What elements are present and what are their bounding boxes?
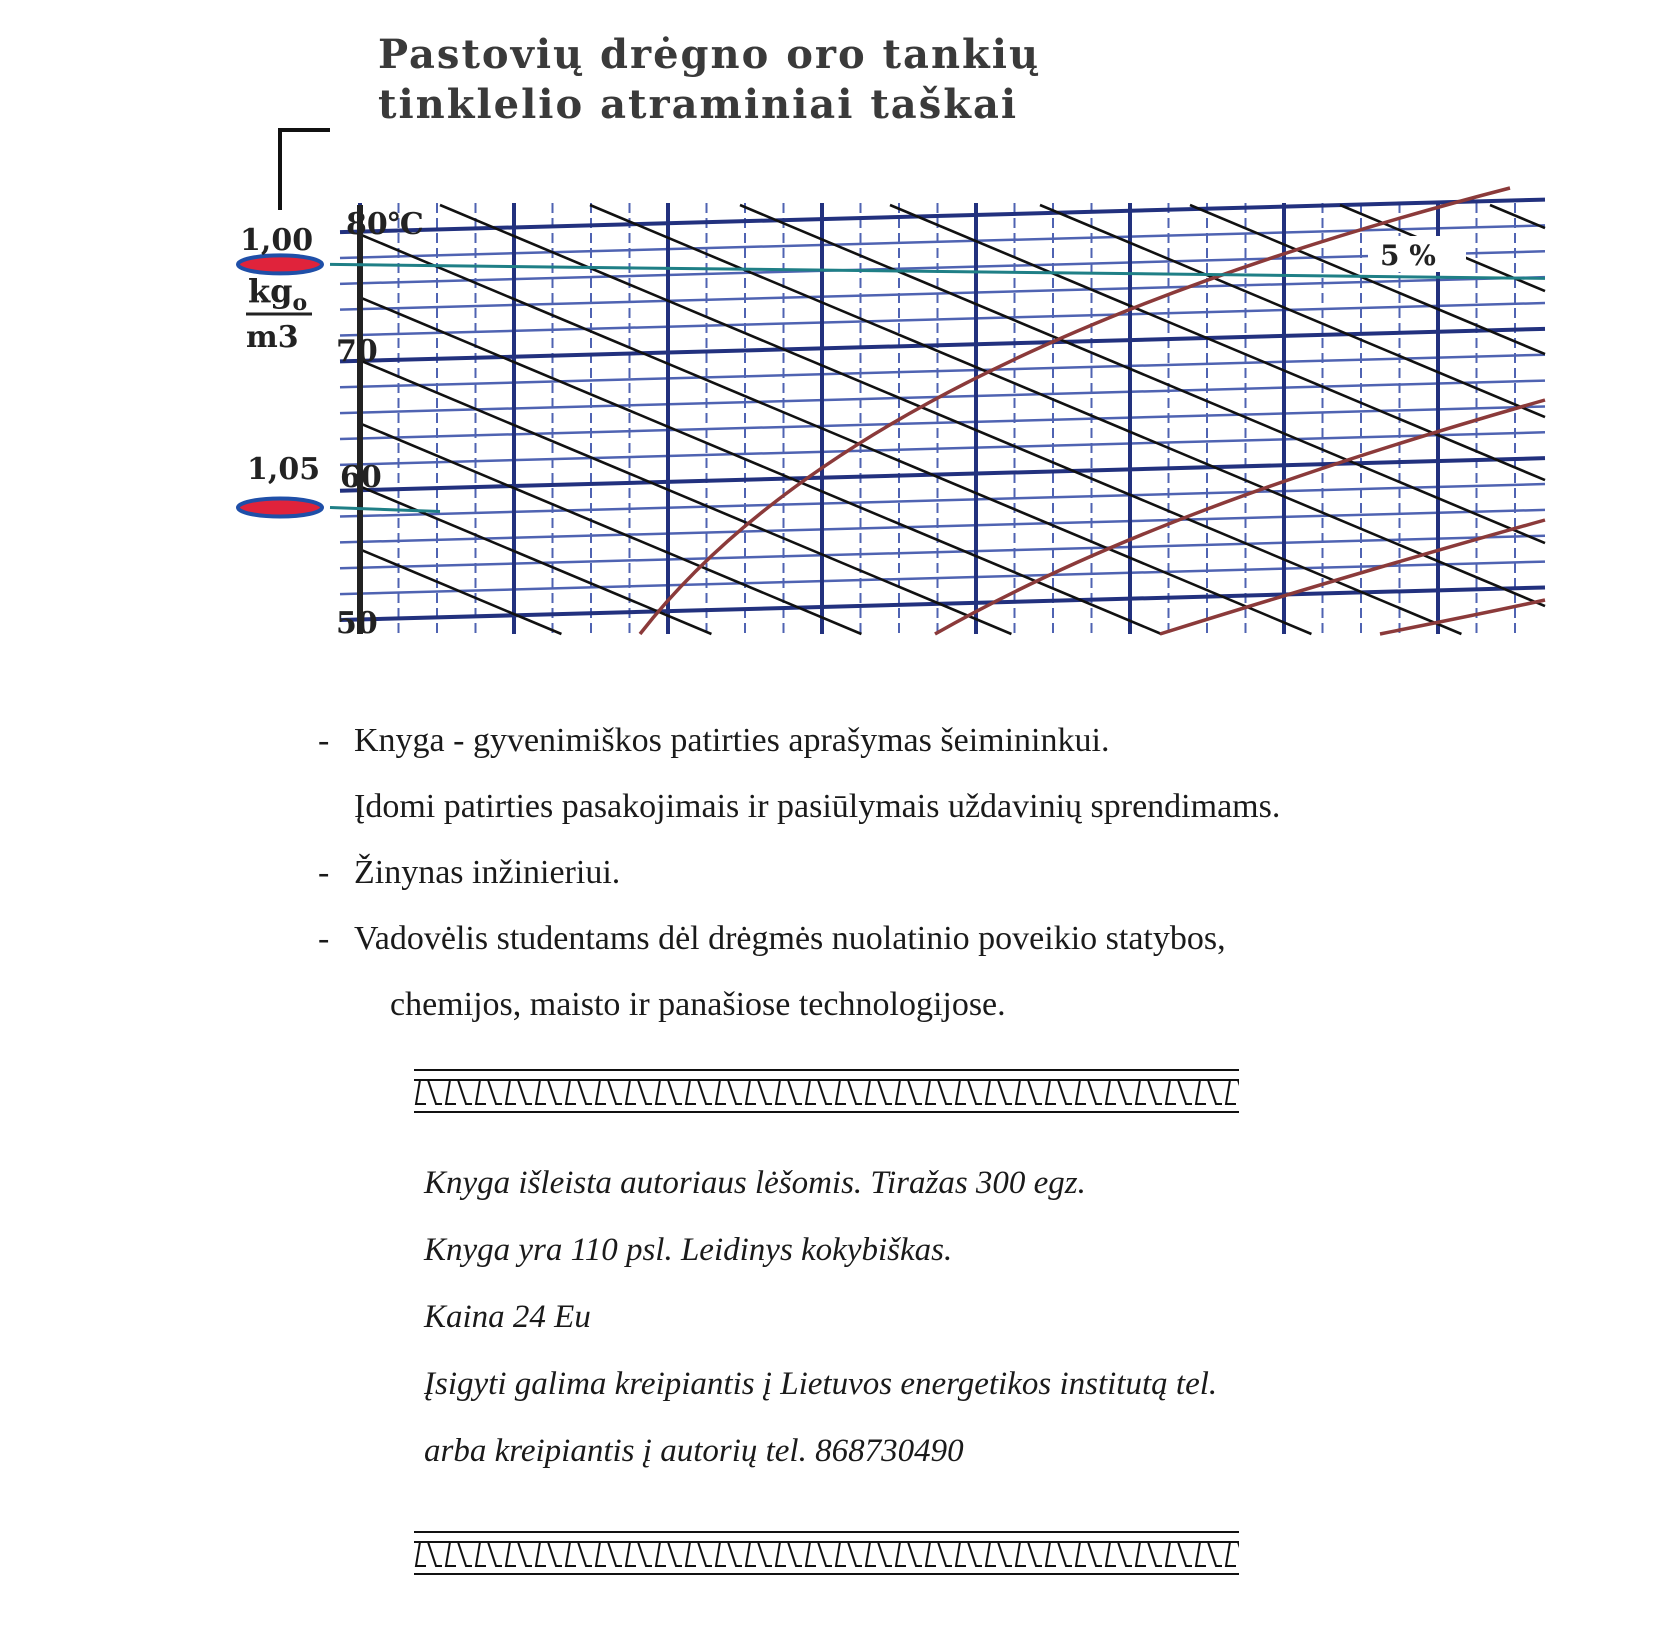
list-dash: - [318, 722, 330, 759]
info-line-pages: Knyga yra 110 psl. Leidinys kokybiškas. [424, 1232, 953, 1268]
isotherm-line [340, 406, 1545, 439]
density-marker-100 [238, 255, 322, 273]
chart-title-line-2: tinklelio atraminiai taškai [378, 81, 1019, 128]
density-diagonal [1490, 205, 1545, 228]
unit-subscript: o [292, 290, 308, 316]
info-line-price: Kaina 24 Eu [424, 1299, 591, 1335]
list-text: Įdomi patirties pasakojimais ir pasiūlymais uždavinių sprendimams. [354, 788, 1281, 825]
humidity-curve [1380, 600, 1545, 634]
density-diagonal [360, 423, 861, 634]
isotherm-line [340, 510, 1545, 543]
temperature-label-80: 80℃ [346, 207, 424, 242]
isotherm-line [340, 277, 1545, 310]
isotherm-line [340, 536, 1545, 569]
list-text: Žinynas inžinieriui. [354, 854, 621, 891]
isotherm-line [340, 355, 1545, 388]
curve-label-5-percent: 5 % [1380, 239, 1436, 272]
feature-list [318, 708, 1518, 1038]
density-label-100: 1,00 [240, 223, 314, 258]
list-text: Vadovėlis studentams dėl drėgmės nuolatinio poveikio statybos, [354, 920, 1226, 957]
isotherm-line [340, 329, 1545, 362]
psychrometric-chart [0, 120, 1653, 640]
list-item [318, 774, 1518, 840]
list-item [318, 840, 1518, 906]
isotherm-line [340, 484, 1545, 517]
temperature-label-60: 60 [340, 460, 382, 495]
list-dash: - [318, 854, 330, 891]
list-dash [318, 774, 354, 840]
list-text: Knyga - gyvenimiškos patirties aprašymas šeimininkui. [354, 722, 1110, 759]
density-diagonal [440, 205, 1461, 634]
isotherm-line [340, 303, 1545, 336]
humidity-curve [1160, 520, 1545, 634]
list-item [318, 972, 1518, 1038]
list-dash [318, 972, 354, 1038]
unit-denominator: m3 [246, 320, 299, 355]
list-dash: - [318, 920, 330, 957]
list-text: chemijos, maisto ir panašiose technologijose. [390, 986, 1006, 1023]
info-line-print-run: Knyga išleista autoriaus lėšomis. Tiražas 300 egz. [424, 1165, 1086, 1201]
ornament-divider-bottom [414, 1520, 1239, 1586]
density-label-105: 1,05 [247, 452, 321, 487]
info-line-contact: arba kreipiantis į autorių tel. 868730490 [424, 1433, 964, 1469]
list-item [318, 906, 1518, 972]
unit-numerator [248, 272, 307, 316]
isotherm-line [340, 562, 1545, 595]
chart-title-line-1: Pastovių drėgno oro tankių [378, 31, 1041, 78]
ornament-divider-top [414, 1058, 1239, 1124]
density-marker-105 [238, 499, 322, 517]
chart-title [378, 30, 1040, 130]
corner-bracket [280, 130, 330, 210]
unit-kg: kg [248, 272, 293, 310]
density-diagonal [360, 360, 1011, 634]
list-item [318, 708, 1518, 774]
temperature-label-70: 70 [336, 334, 378, 369]
info-line-purchase: Įsigyti galima kreipiantis į Lietuvos energetikos institutą tel. [424, 1366, 1218, 1402]
isotherm-line [340, 432, 1545, 465]
publication-info [424, 1150, 1217, 1485]
isotherm-line [340, 458, 1545, 491]
density-line-105 [330, 508, 440, 512]
temperature-label-50: 50 [336, 606, 378, 640]
density-diagonal [1040, 205, 1545, 417]
